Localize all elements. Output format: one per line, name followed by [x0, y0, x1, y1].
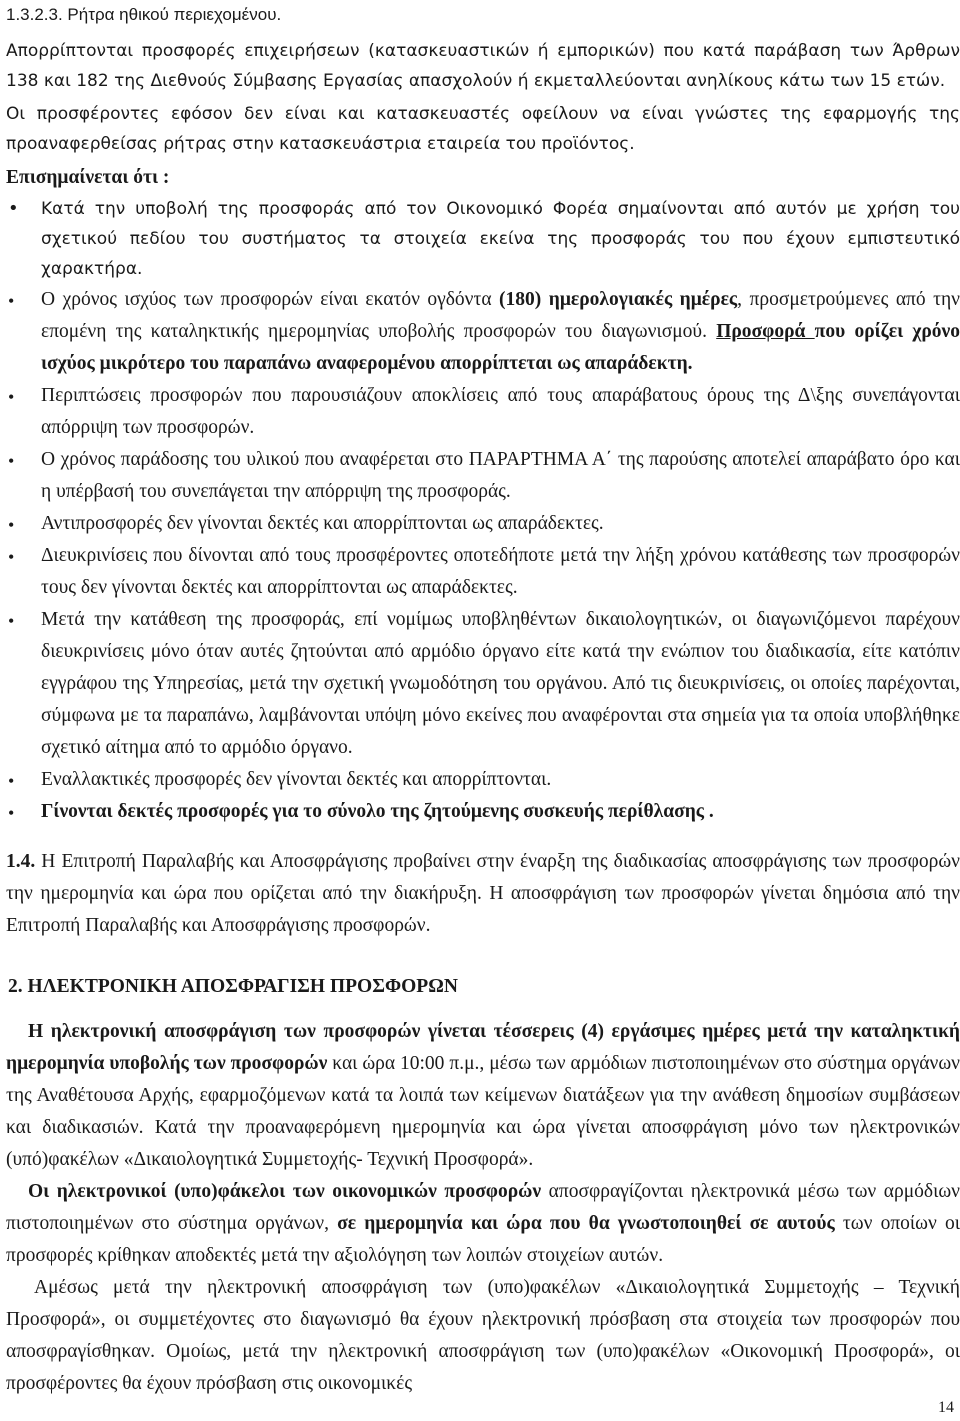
section-title: 1.3.2.3. Ρήτρα ηθικού περιεχομένου.	[6, 5, 282, 24]
bullet-icon: •	[8, 451, 15, 471]
list-item-text: Μετά την κατάθεση της προσφοράς, επί νομίμως υποβληθέντων δικαιολογητικών, οι διαγωνιζόμενοι παρέχουν διευκρινίσεις μόνο όταν αυτές ζητούνται από αρμόδιο όργανο είτε κατά την ενώπιον του διαδικασία, είτε κατόπιν εγγράφου της Υπηρεσίας, μετά την σχετική γνωμοδότηση του οργάνου. Από τις διευκρινίσεις, οι οποίες παρέχονται, σύμφωνα με τα παραπάνω, λαμβάνονται υπόψη μόνο εκείνες που αναφέρονται στα σημεία για τα οποία υποβλήθηκε σχετικό αίτημα από το αρμόδιο όργανο.	[41, 609, 960, 758]
validity-days: (180) ημερολογιακές ημέρες	[499, 289, 738, 310]
list-item	[6, 444, 960, 508]
notification-clause: σε ημερομηνία και ώρα που θα γνωστοποιηθεί σε αυτούς	[337, 1213, 835, 1234]
underlined-offer: Προσφορά	[716, 321, 815, 342]
list-item-text: Ο χρόνος ισχύος των προσφορών είναι εκατόν ογδόντα	[41, 289, 500, 310]
list-item-text: Περιπτώσεις προσφορών που παρουσιάζουν αποκλίσεις από τους απαράβατους όρους της Δ\ξης συνεπάγονται απόρριψη των προσφορών.	[41, 385, 960, 438]
opening-paragraph-3: Αμέσως μετά την ηλεκτρονική αποσφράγιση των (υπο)φακέλων «Δικαιολογητικά Συμμετοχής – Τεχνική Προσφορά», οι συμμετέχοντες στο διαγωνισμό θα έχουν ηλεκτρονική πρόσβαση στα στοιχεία των προσφορών που αποσφραγίσθηκαν. Ομοίως, μετά την ηλεκτρονική αποσφράγιση των (υπο)φακέλων «Οικονομική Προσφορά», οι προσφέροντες θα έχουν πρόσβαση στις οικονομικές	[6, 1277, 960, 1394]
bullet-icon: •	[8, 771, 15, 791]
list-item-text: Γίνονται δεκτές προσφορές για το σύνολο της ζητούμενης συσκευής περίθλασης .	[41, 801, 714, 822]
opening-paragraph-1-text: και ώρα 10:00 π.μ., μέσω των αρμόδιων πιστοποιημένων στο σύστημα οργάνων της Αναθέτουσα Αρχής, εφαρμοζόμενων κατά τα λοιπά των κείμενων διατάξεων για την ανάθεση δημοσίων συμβάσεων και διαδικασιών. Κατά την προαναφερόμενη ημερομηνία και ώρα γίνεται αποσφράγιση μόνο των ηλεκτρονικών (υπό)φακέλων «Δικαιολογητικά Συμμετοχής- Τεχνική Προσφορά».	[6, 1053, 960, 1170]
opening-paragraph-1	[6, 1016, 960, 1176]
note-label	[6, 162, 960, 194]
list-item	[6, 764, 960, 796]
list-item	[6, 380, 960, 444]
opening-date-clause: Η ηλεκτρονική αποσφράγιση των προσφορών γίνεται τέσσερεις (4) εργάσιμες ημέρες μετά την καταληκτική ημερομηνία υποβολής των προσφορών	[6, 1021, 960, 1074]
opening-paragraph-2-text: αποσφραγίζονται ηλεκτρονικά μέσω των αρμόδιων πιστοποιημένων στο σύστημα οργάνων,	[6, 1181, 960, 1234]
page-number: 14	[938, 1399, 954, 1416]
list-item	[6, 604, 960, 764]
committee-text: Η Επιτροπή Παραλαβής και Αποσφράγισης προβαίνει στην έναρξη της διαδικασίας αποσφράγισης των προσφορών την ημερομηνία και ώρα που ορίζεται από την διακήρυξη. Η αποσφράγιση των προσφορών γίνεται δημόσια από την Επιτροπή Παραλαβής και Αποσφράγισης προσφορών.	[6, 851, 960, 936]
conditions-list	[6, 194, 960, 828]
financial-envelopes-label: Οι ηλεκτρονικοί (υπο)φάκελοι των οικονομικών προσφορών	[28, 1181, 542, 1202]
list-item	[6, 284, 960, 380]
list-item-text: Εναλλακτικές προσφορές δεν γίνονται δεκτές και απορρίπτονται.	[41, 769, 552, 790]
list-item-text: Ο χρόνος παράδοσης του υλικού που αναφέρεται στο ΠΑΡΑΡΤΗΜΑ Α΄ της παρούσης αποτελεί απαράβατο όρο και η υπέρβασή του συνεπάγεται την απόρριψη της προσφοράς.	[41, 449, 960, 502]
committee-number: 1.4.	[6, 851, 36, 872]
list-item-text: , προσμετρούμενες από την επομένη της καταληκτικής ημερομηνίας υποβολής προσφορών του διαγωνισμού.	[41, 289, 960, 342]
bullet-icon: •	[8, 547, 15, 567]
bullet-icon: •	[8, 198, 19, 219]
document-page	[6, 0, 960, 1421]
list-item	[6, 796, 960, 828]
list-item-text: Διευκρινίσεις που δίνονται από τους προσφέροντες οποτεδήποτε μετά την λήξη χρόνου κατάθεσης των προσφορών τους δεν γίνονται δεκτές και απορρίπτονται ως απαράδεκτες.	[41, 545, 960, 598]
bullet-icon: •	[8, 611, 15, 631]
ethics-paragraph-1: Απορρίπτονται προσφορές επιχειρήσεων (κατασκευαστικών ή εμπορικών) που κατά παράβαση των Άρθρων 138 και 182 της Διεθνούς Σύμβασης Εργασίας απασχολούν ή εκμεταλλεύονται ανηλίκους κάτω των 15 ετών.	[6, 41, 960, 91]
bullet-icon: •	[8, 803, 15, 823]
list-item	[6, 540, 960, 604]
list-item	[6, 508, 960, 540]
opening-paragraph-2-end: των οποίων οι προσφορές κρίθηκαν αποδεκτές μετά την αξιολόγηση των λοιπών στοιχείων αυτών.	[6, 1213, 960, 1266]
rejection-clause: που ορίζει χρόνο ισχύος μικρότερο του παραπάνω αναφερομένου απορρίπτεται ως απαράδεκτη.	[41, 321, 960, 374]
note-label-text: Επισημαίνεται ότι :	[6, 167, 170, 188]
list-item-text: Αντιπροσφορές δεν γίνονται δεκτές και απορρίπτονται ως απαράδεκτες.	[41, 513, 604, 534]
bullet-icon: •	[8, 291, 15, 311]
bullet-icon: •	[8, 387, 15, 407]
committee-paragraph	[6, 846, 960, 942]
opening-paragraph-2	[6, 1176, 960, 1272]
bullet-icon: •	[8, 515, 15, 535]
list-item-text: Κατά την υποβολή της προσφοράς από τον Οικονομικό Φορέα σημαίνονται από αυτόν με χρήση του σχετικού πεδίου του συστήματος τα στοιχεία εκείνα της προσφοράς του που έχουν εμπιστευτικό χαρακτήρα.	[41, 199, 960, 279]
list-item	[6, 194, 960, 284]
section-2-heading: 2. ΗΛΕΚΤΡΟΝΙΚΗ ΑΠΟΣΦΡΑΓΙΣΗ ΠΡΟΣΦΟΡΩΝ	[8, 976, 458, 997]
ethics-paragraph-2: Οι προσφέροντες εφόσον δεν είναι και κατασκευαστές οφείλουν να είναι γνώστες της εφαρμογής της προαναφερθείσας ρήτρας στην κατασκευάστρια εταιρεία του προϊόντος.	[6, 104, 960, 154]
